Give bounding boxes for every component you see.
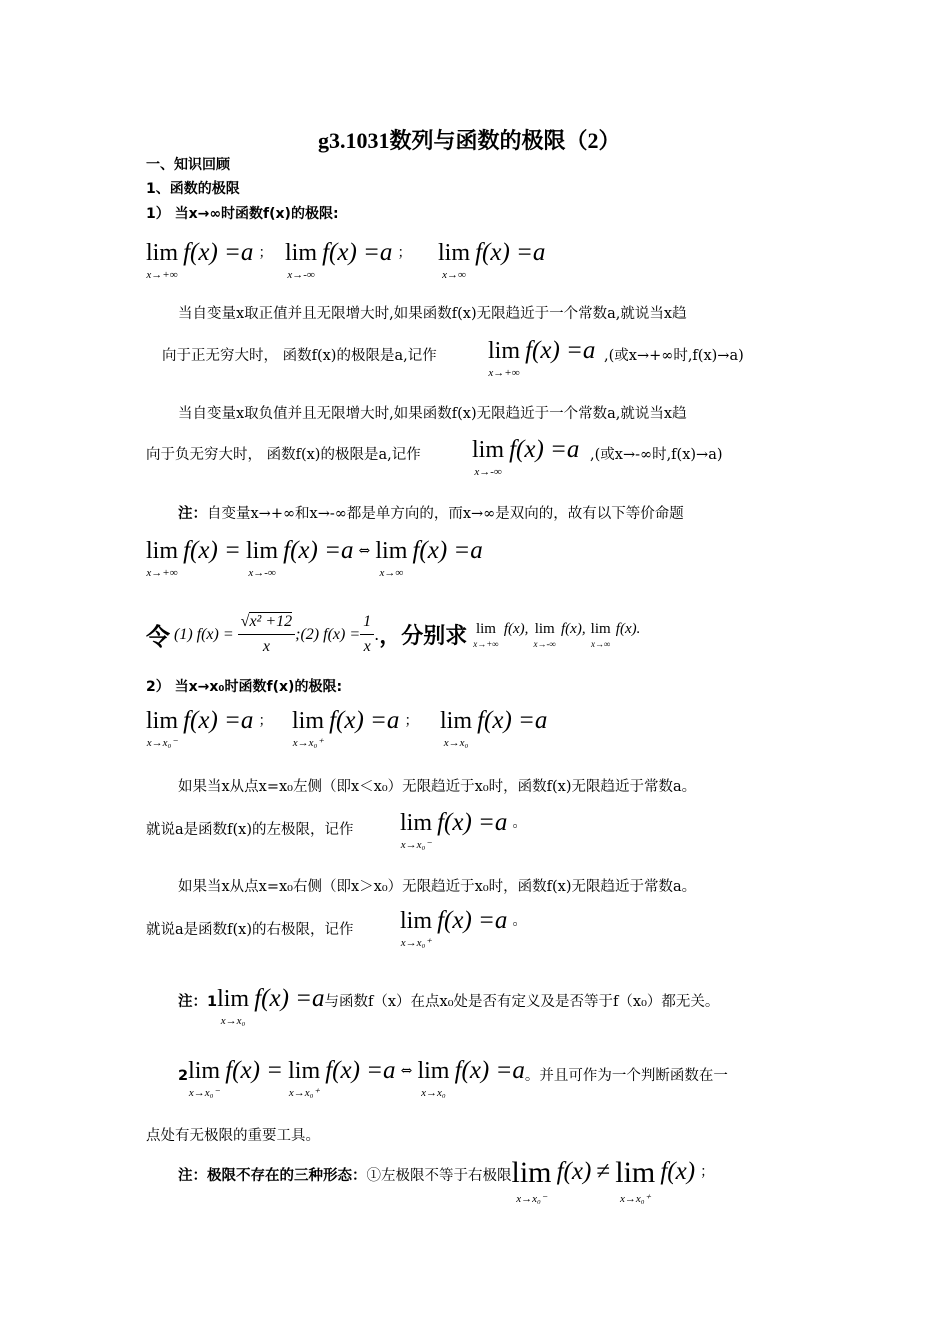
lim-subscript: x→x₀⁺ [292, 737, 324, 749]
note-definition-independence [178, 984, 719, 1028]
lim-subscript: x→x₀ [443, 737, 469, 749]
formula-lim-minf [285, 238, 412, 282]
formula-lim-pinf [146, 238, 273, 282]
lim-word: lim [146, 538, 179, 564]
paragraph-pos-inf-line2: 向于正无穷大时， 函数f(x)的极限是a,记作 [162, 348, 437, 364]
limit-expression: f(x), [503, 621, 529, 637]
note-equivalence-point [178, 1056, 728, 1100]
limit-expression: f(x) =a [325, 1057, 396, 1084]
formula-left-neq-right [512, 1154, 715, 1206]
limit-expression: f(x) =a [437, 907, 508, 934]
lim-subscript: x→+∞ [488, 367, 520, 379]
formula-left-limit-inline [400, 808, 527, 852]
sqrt-icon: √ [240, 613, 250, 630]
formula-equivalence-point [188, 1056, 525, 1100]
lim-word: lim [472, 437, 505, 463]
lim-subscript: x→x₀⁺ [288, 1087, 320, 1099]
lim-subscript: x→x₀ [421, 1087, 446, 1099]
note-label: 2 [178, 1068, 189, 1084]
lim-word: lim [590, 621, 611, 637]
lim-subscript: x→-∞ [474, 466, 502, 478]
note-label: 注：极限不存在的三种形态： [178, 1168, 367, 1184]
lim-word: lim [146, 240, 179, 266]
limit-expression: f(x) = [183, 537, 241, 564]
limit-expression: f(x) =a [525, 337, 596, 364]
paragraph-pos-inf-line1: 当自变量x取正值并且无限增大时,如果函数f(x)无限趋近于一个常数a,就说当x趋 [178, 306, 687, 322]
limit-expression: f(x) =a [475, 239, 546, 266]
iff-symbol: ⇔ [358, 543, 371, 559]
subheading-limit-at-infinity: 1） 当x→∞时函数f(x)的极限: [146, 206, 339, 222]
lim-word: lim [511, 1156, 552, 1189]
note-equivalence-line2: 点处有无极限的重要工具。 [146, 1128, 320, 1144]
note-text: 自变量x→+∞和x→-∞都是单方向的，而x→∞是双向的，故有以下等价命题 [207, 506, 684, 522]
separator: ； [258, 245, 273, 261]
formula-equivalence-infinity [146, 536, 483, 580]
lim-subscript: x→+∞ [146, 567, 178, 579]
formula-right-limit-inline [400, 906, 527, 950]
limit-expression: f(x) =a [454, 1057, 525, 1084]
limit-expression: f(x). [615, 621, 641, 637]
lim-word: lim [292, 708, 325, 734]
limit-expression: f(x) = [225, 1057, 284, 1084]
section-heading-function-limit: 1、函数的极限 [146, 181, 240, 197]
lim-subscript: x→x₀⁺ [620, 1193, 651, 1205]
fraction-denominator: x [363, 638, 371, 655]
lim-word: lim [475, 621, 496, 637]
lim-word: lim [400, 908, 433, 934]
separator: ； [258, 713, 273, 729]
iff-symbol: ⇔ [400, 1063, 413, 1079]
limit-expression: f(x) =a [183, 707, 254, 734]
formula-lim-inf [438, 238, 545, 282]
limit-expression: f(x) =a [283, 537, 354, 564]
lim-subscript: x→x₀⁻ [188, 1087, 220, 1099]
example-limits [473, 619, 640, 650]
period: 。 [512, 913, 527, 929]
lim-word: lim [488, 338, 521, 364]
limit-expression: f(x) [660, 1158, 696, 1185]
lim-word: lim [417, 1058, 450, 1084]
limit-expression: f(x) =a [477, 707, 548, 734]
lim-subscript: x→x₀⁻ [400, 839, 432, 851]
lim-word: lim [217, 986, 250, 1012]
lim-subscript: x→-∞ [248, 567, 276, 579]
paragraph-right-limit-line1: 如果当x从点x=x₀右侧（即x＞x₀）无限趋近于x₀时，函数f(x)无限趋近于常数a。 [178, 879, 697, 895]
example-f2: ;(2) f(x) = [295, 625, 361, 643]
example-ask: ，分别求 [379, 624, 468, 649]
lim-subscript: x→+∞ [473, 639, 499, 649]
lim-word: lim [285, 240, 318, 266]
paragraph-left-limit-line1: 如果当x从点x=x₀左侧（即x＜x₀）无限趋近于x₀时，函数f(x)无限趋近于常数a。 [178, 779, 697, 795]
note-label: 注：1 [178, 994, 218, 1010]
note-label: 注： [178, 506, 207, 522]
page-title: g3.1031数列与函数的极限（2） [318, 128, 621, 153]
fraction-reciprocal [360, 610, 374, 659]
lim-subscript: x→x₀⁻ [146, 737, 178, 749]
lim-word: lim [440, 708, 473, 734]
formula-lim-pinf-inline [488, 336, 595, 380]
limit-expression: f(x) =a [437, 809, 508, 836]
lim-word: lim [146, 708, 179, 734]
lim-subscript: x→x₀ [220, 1015, 246, 1027]
paragraph-pos-inf-tail: ,(或x→+∞时,f(x)→a) [604, 348, 744, 364]
separator: ； [397, 245, 412, 261]
paragraph-right-limit-line2: 就说a是函数f(x)的右极限，记作 [146, 922, 354, 938]
lim-subscript: x→∞ [442, 269, 466, 281]
formula-right-limit [292, 706, 419, 750]
limit-expression: f(x) =a [322, 239, 393, 266]
formula-point-limit [440, 706, 547, 750]
lim-word: lim [188, 1058, 221, 1084]
fraction-sqrt [238, 610, 295, 659]
note-nonexistence [178, 1154, 714, 1206]
lim-subscript: x→x₀⁻ [516, 1193, 547, 1205]
lim-subscript: x→∞ [379, 567, 404, 579]
note-text: 。并且可作为一个判断函数在一 [524, 1068, 728, 1084]
limit-expression: f(x) [556, 1158, 592, 1185]
lim-word: lim [615, 1156, 656, 1189]
limit-expression: f(x) =a [183, 239, 254, 266]
example-f1: (1) f(x) = [174, 625, 234, 643]
lim-word: lim [400, 810, 433, 836]
limit-expression: f(x), [561, 621, 586, 637]
formula-lim-minf-inline [472, 435, 579, 479]
lim-subscript: x→+∞ [146, 269, 178, 281]
note-text: ①左极限不等于右极限 [366, 1168, 512, 1184]
section-heading-review: 一、知识回顾 [146, 157, 230, 173]
example-line [146, 610, 640, 659]
paragraph-left-limit-line2: 就说a是函数f(x)的左极限，记作 [146, 822, 354, 838]
lim-word: lim [438, 240, 471, 266]
lim-word: lim [288, 1058, 321, 1084]
example-lead: 令 [146, 623, 170, 651]
neq-symbol: ≠ [596, 1158, 611, 1185]
fraction-denominator: x [262, 638, 270, 655]
note-one-way [178, 502, 684, 523]
paragraph-neg-inf-tail: ,(或x→-∞时,f(x)→a) [590, 447, 723, 463]
example-dot: . [374, 625, 380, 644]
lim-word: lim [246, 538, 279, 564]
formula-point-limit-note [217, 984, 324, 1028]
period: 。 [512, 815, 527, 831]
separator: ； [700, 1164, 715, 1180]
paragraph-neg-inf-line1: 当自变量x取负值并且无限增大时,如果函数f(x)无限趋近于一个常数a,就说当x趋 [178, 406, 687, 422]
separator: ； [404, 713, 419, 729]
lim-subscript: x→∞ [590, 639, 611, 649]
lim-subscript: x→-∞ [533, 639, 556, 649]
subheading-limit-at-point: 2） 当x→x₀时函数f(x)的极限: [146, 679, 343, 695]
limit-expression: f(x) =a [329, 707, 400, 734]
limit-expression: f(x) =a [412, 537, 483, 564]
sqrt-radicand: x² +12 [249, 613, 293, 630]
lim-word: lim [375, 538, 408, 564]
fraction-numerator: 1 [360, 610, 374, 635]
limit-expression: f(x) =a [254, 985, 325, 1012]
paragraph-neg-inf-line2: 向于负无穷大时， 函数f(x)的极限是a,记作 [146, 447, 421, 463]
formula-left-limit [146, 706, 273, 750]
limit-expression: f(x) =a [509, 436, 580, 463]
note-text: 与函数f（x）在点x₀处是否有定义及是否等于f（x₀）都无关。 [324, 994, 720, 1010]
lim-word: lim [534, 621, 555, 637]
lim-subscript: x→x₀⁺ [400, 937, 432, 949]
lim-subscript: x→-∞ [287, 269, 315, 281]
